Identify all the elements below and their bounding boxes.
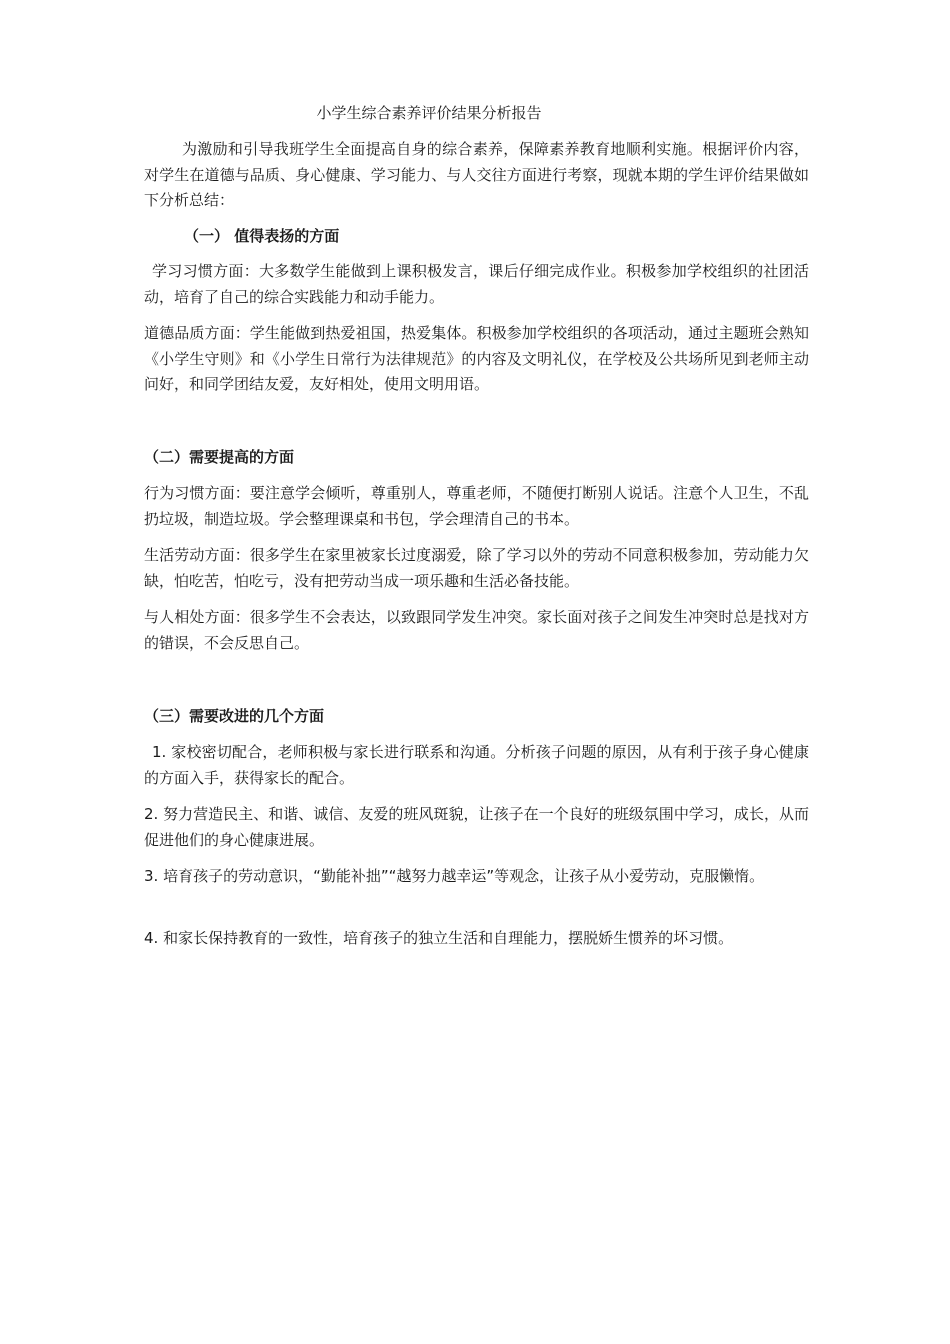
document-title: 小学生综合素养评价结果分析报告 bbox=[316, 104, 542, 122]
section3-heading: （三）需要改进的几个方面 bbox=[144, 707, 325, 725]
section1-paragraph-1: 学习习惯方面：大多数学生能做到上课积极发言，课后仔细完成作业。积极参加学校组织的社团活动，培育了自己的综合实践能力和动手能力。 bbox=[144, 262, 809, 306]
section2-paragraph-2: 生活劳动方面：很多学生在家里被家长过度溺爱，除了学习以外的劳动不同意积极参加，劳动能力欠缺，怕吃苦，怕吃亏，没有把劳动当成一项乐趣和生活必备技能。 bbox=[144, 546, 809, 590]
section2-paragraph-3: 与人相处方面：很多学生不会表达，以致跟同学发生冲突。家长面对孩子之间发生冲突时总是找对方的错误，不会反思自己。 bbox=[144, 608, 809, 652]
section1-paragraph-2: 道德品质方面：学生能做到热爱祖国，热爱集体。积极参加学校组织的各项活动，通过主题班会熟知《小学生守则》和《小学生日常行为法律规范》的内容及文明礼仪，在学校及公共场所见到老师主动问好，和同学团结友爱，友好相处，使用文明用语。 bbox=[144, 324, 809, 393]
section3-item-1: 1. 家校密切配合，老师积极与家长进行联系和沟通。分析孩子问题的原因，从有利于孩子身心健康的方面入手，获得家长的配合。 bbox=[144, 743, 809, 787]
section2-paragraph-1: 行为习惯方面：要注意学会倾听，尊重别人，尊重老师，不随便打断别人说话。注意个人卫生，不乱扔垃圾，制造垃圾。学会整理课桌和书包，学会理清自己的书本。 bbox=[144, 484, 809, 528]
section3-item-2: 2. 努力营造民主、和谐、诚信、友爱的班风斑貌，让孩子在一个良好的班级氛围中学习，成长，从而促进他们的身心健康进展。 bbox=[144, 805, 809, 849]
section3-item-3: 3. 培育孩子的劳动意识，“勤能补拙”“越努力越幸运”等观念，让孩子从小爱劳动，克服懒惰。 bbox=[144, 867, 765, 885]
intro-paragraph: 为激励和引导我班学生全面提高自身的综合素养，保障素养教育地顺利实施。根据评价内容，对学生在道德与品质、身心健康、学习能力、与人交往方面进行考察，现就本期的学生评价结果做如下分析总结： bbox=[144, 140, 809, 209]
section1-heading: （一） 值得表扬的方面 bbox=[184, 227, 340, 245]
section3-item-4: 4. 和家长保持教育的一致性，培育孩子的独立生活和自理能力，摆脱娇生惯养的坏习惯。 bbox=[144, 929, 734, 947]
section2-heading: （二）需要提高的方面 bbox=[144, 448, 295, 466]
